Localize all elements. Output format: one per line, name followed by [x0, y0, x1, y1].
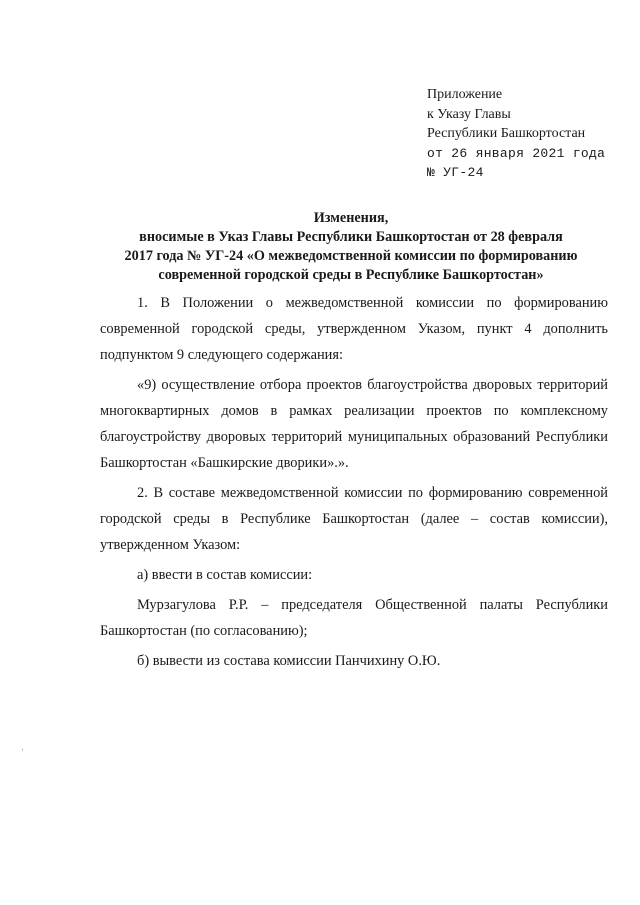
paragraph-add-members: а) ввести в состав комиссии:	[137, 567, 313, 583]
paragraph-item-1: 1. В Положении о межведомственной комиссии по формированию современной городской среды, утвержденном Указом, пункт 4 дополнить подпунктом 9 следующего содержания:	[100, 295, 608, 363]
title-line-3: 2017 года № УГ-24 «О межведомственной комиссии по формированию	[124, 248, 578, 264]
appendix-date: от 26 января 2021 года	[427, 145, 606, 161]
paragraph-member-added: Мурзагулова Р.Р. – председателя Общественной палаты Республики Башкортостан (по согласованию);	[100, 597, 608, 639]
scan-artifact	[22, 748, 23, 751]
appendix-header	[427, 85, 627, 183]
appendix-number: № УГ-24	[427, 165, 484, 180]
paragraph-remove-member: б) вывести из состава комиссии Панчихину О.Ю.	[137, 653, 441, 669]
paragraph-item-2: 2. В составе межведомственной комиссии по формированию современной городской среды в Республике Башкортостан (далее – состав комиссии), утвержденном Указом:	[100, 485, 608, 553]
title-line-1: Изменения,	[313, 210, 389, 226]
appendix-republic: Республики Башкортостан	[427, 126, 586, 141]
paragraph-subitem-9: «9) осуществление отбора проектов благоустройства дворовых территорий многоквартирных домов в рамках реализации проектов по комплексному благоустройству дворовых территорий муниципальных образований Республики Башкортостан «Башкирские дворики».».	[100, 377, 608, 471]
document-body	[100, 290, 608, 674]
title-line-4: современной городской среды в Республике Башкортостан»	[158, 267, 544, 283]
title-line-2: вносимые в Указ Главы Республики Башкортостан от 28 февраля	[139, 229, 563, 245]
appendix-label: Приложение	[427, 87, 503, 102]
document-title	[90, 209, 612, 285]
appendix-reference: к Указу Главы	[427, 106, 511, 122]
